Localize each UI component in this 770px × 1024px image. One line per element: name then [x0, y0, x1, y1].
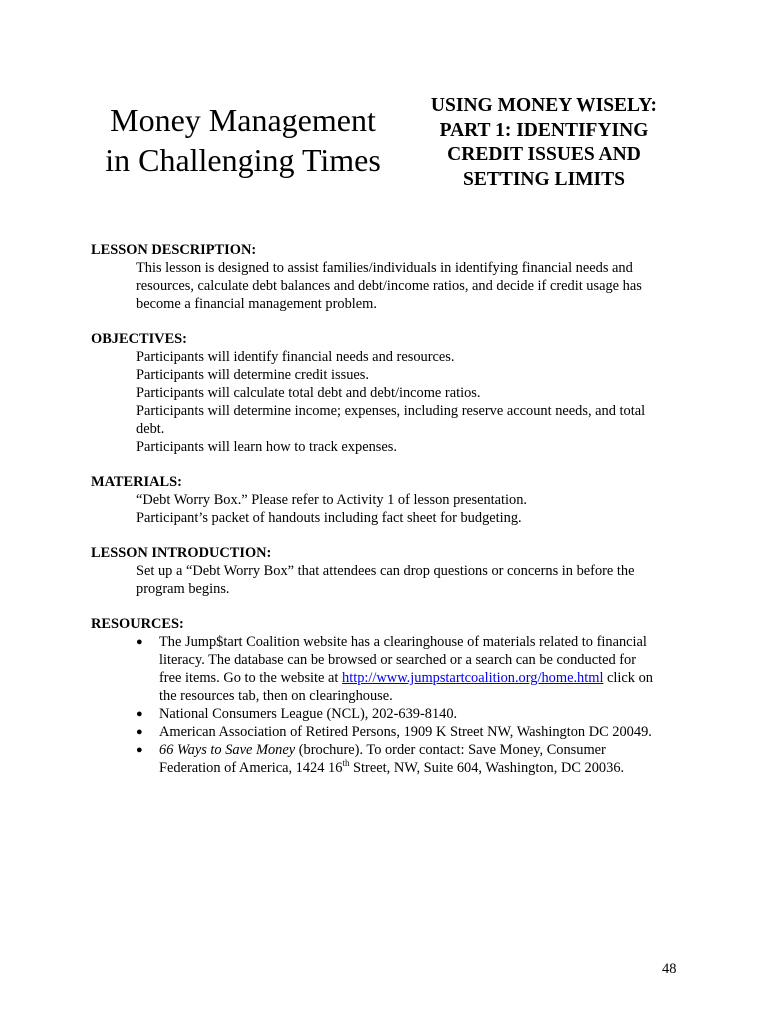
lesson-introduction-section	[91, 544, 691, 598]
lesson-description-text	[136, 259, 691, 313]
resource-line: National Consumers League (NCL), 202-639-8140.	[159, 706, 458, 722]
objective-line: Participants will identify financial needs and resources.	[136, 349, 455, 365]
part-title-line-3: CREDIT ISSUES AND	[447, 144, 641, 165]
resource-line: the resources tab, then on clearinghouse.	[159, 688, 393, 704]
resource-line	[159, 759, 691, 777]
materials-list	[136, 491, 691, 527]
lesson-description-heading: LESSON DESCRIPTION:	[91, 242, 257, 258]
material-line: “Debt Worry Box.” Please refer to Activity 1 of lesson presentation.	[136, 492, 528, 508]
brochure-title: 66 Ways to Save Money	[159, 742, 296, 758]
objective-line: debt.	[136, 421, 165, 437]
lesson-part-title	[410, 94, 678, 192]
material-line: Participant’s packet of handouts including fact sheet for budgeting.	[136, 510, 522, 526]
lesson-introduction-text	[136, 562, 691, 598]
resources-heading: RESOURCES:	[91, 616, 184, 632]
part-title-line-2: PART 1: IDENTIFYING	[439, 119, 649, 141]
objective-line: Participants will determine credit issues.	[136, 367, 369, 383]
resource-text: click on	[603, 670, 653, 686]
materials-section	[91, 473, 691, 527]
part-title-line-1: USING MONEY WISELY:	[430, 95, 658, 116]
materials-heading: MATERIALS:	[91, 474, 182, 490]
objective-line: Participants will calculate total debt and debt/income ratios.	[136, 385, 481, 401]
resource-line	[159, 741, 691, 759]
document-title	[86, 100, 400, 180]
document-body	[91, 241, 691, 794]
bullet-icon: ●	[136, 744, 143, 756]
list-item	[136, 741, 691, 777]
objective-line: Participants will determine income; expenses, including reserve account needs, and total	[136, 403, 646, 419]
part-title-line-4: SETTING LIMITS	[462, 168, 626, 190]
lesson-description-section	[91, 241, 691, 313]
bullet-icon: ●	[136, 708, 143, 720]
list-item	[136, 633, 691, 705]
objectives-list	[136, 348, 691, 456]
resources-list	[136, 633, 691, 777]
paragraph-line: program begins.	[136, 581, 230, 597]
list-item	[136, 723, 691, 741]
list-item	[136, 705, 691, 723]
objective-line: Participants will learn how to track expenses.	[136, 439, 397, 455]
page-number: 48	[662, 961, 677, 977]
resource-text: (brochure). To order contact: Save Money, Consumer	[295, 742, 606, 758]
resource-text: Street, NW, Suite 604, Washington, DC 20036.	[349, 760, 625, 776]
resource-text: free items. Go to the website at	[159, 670, 343, 686]
resource-line: literacy. The database can be browsed or searched or a search can be conducted for	[159, 652, 637, 668]
superscript: th	[342, 758, 350, 769]
resources-section	[91, 615, 691, 777]
objectives-section	[91, 330, 691, 456]
resource-text: Federation of America, 1424 16	[159, 760, 343, 776]
paragraph-line: This lesson is designed to assist families/individuals in identifying financial needs and	[136, 260, 633, 276]
jumpstart-website-link[interactable]: http://www.jumpstartcoalition.org/home.html	[342, 670, 604, 686]
resource-line: American Association of Retired Persons, 1909 K Street NW, Washington DC 20049.	[159, 724, 652, 740]
paragraph-line: resources, calculate debt balances and debt/income ratios, and decide if credit usage has	[136, 278, 642, 294]
resource-line	[159, 669, 691, 687]
title-line-1: Money Management	[110, 102, 376, 138]
title-line-2: in Challenging Times	[105, 142, 381, 178]
resource-line: The Jump$tart Coalition website has a clearinghouse of materials related to financial	[159, 634, 647, 650]
paragraph-line: become a financial management problem.	[136, 296, 377, 312]
bullet-icon: ●	[136, 726, 143, 738]
bullet-icon: ●	[136, 636, 143, 648]
objectives-heading: OBJECTIVES:	[91, 331, 187, 347]
lesson-introduction-heading: LESSON INTRODUCTION:	[91, 545, 272, 561]
paragraph-line: Set up a “Debt Worry Box” that attendees can drop questions or concerns in before the	[136, 563, 635, 579]
